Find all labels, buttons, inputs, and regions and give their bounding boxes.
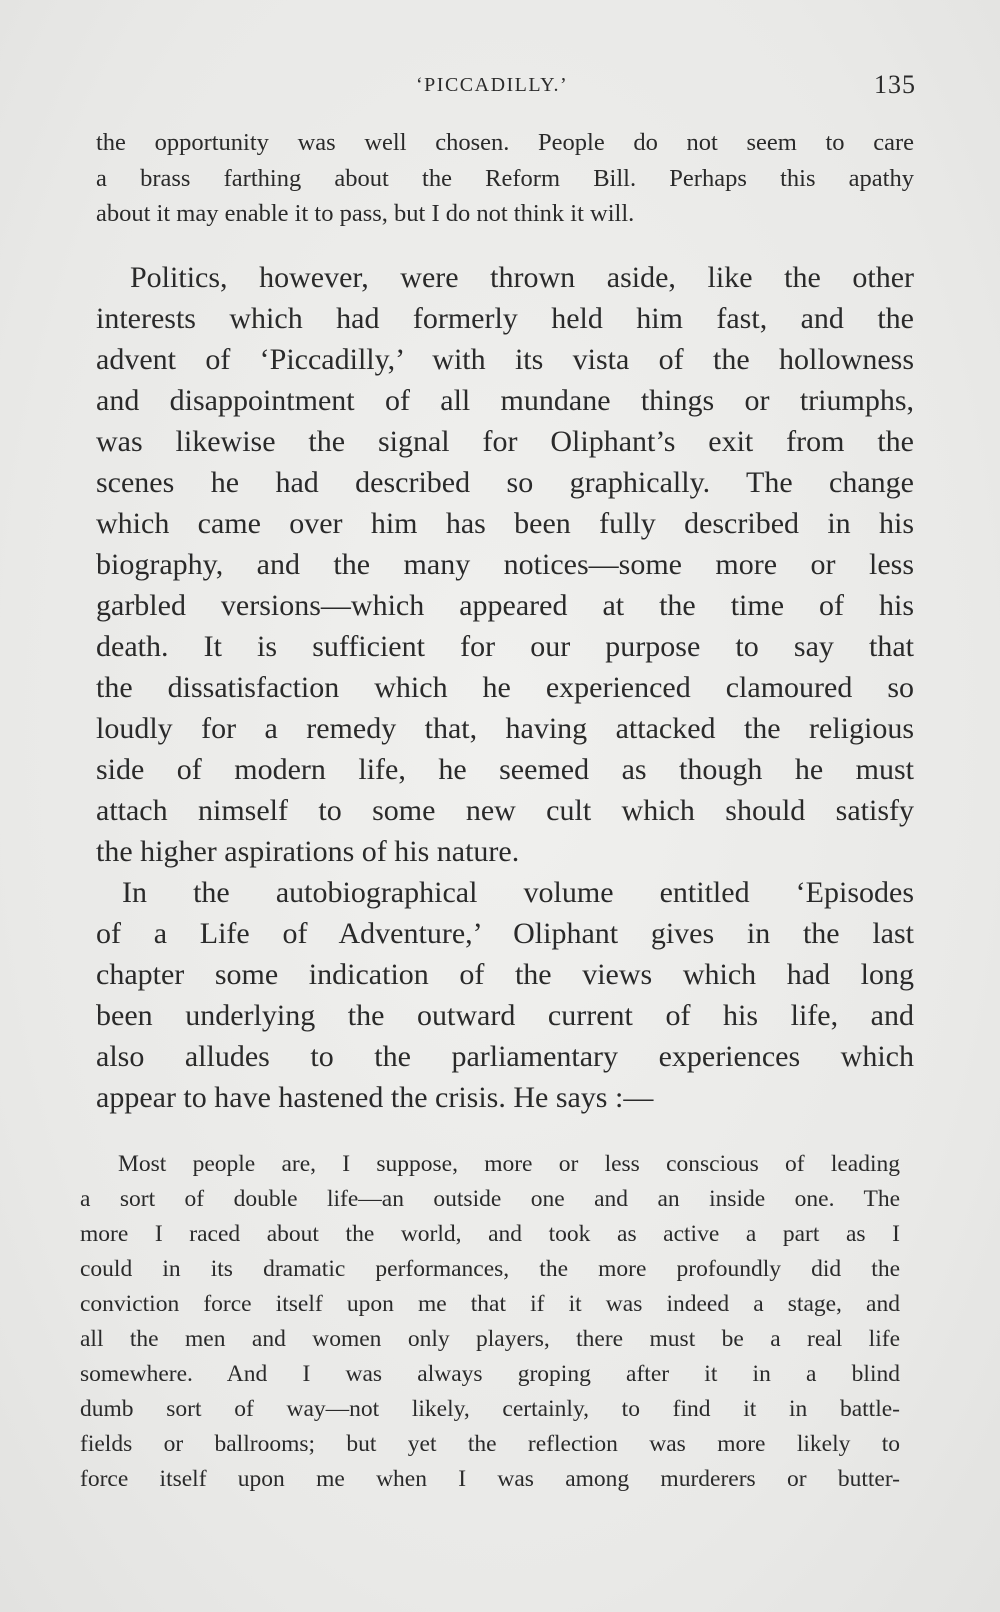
running-title: ‘PICCADILLY.’: [416, 74, 569, 96]
text-line: scenes he had described so graphically. The change: [96, 466, 914, 499]
text-line: advent of ‘Piccadilly,’ with its vista of the hollowness: [96, 343, 914, 376]
quote-line: all the men and women only players, there must be a real life: [80, 1326, 900, 1352]
text-line: the dissatisfaction which he experienced clamoured so: [96, 671, 914, 704]
running-head: [96, 68, 916, 108]
text-line: of a Life of Adventure,’ Oliphant gives in the last: [96, 917, 914, 950]
quote-line: more I raced about the world, and took as active a part as I: [80, 1221, 900, 1247]
text-line: the higher aspirations of his nature.: [96, 835, 520, 868]
text-line: side of modern life, he seemed as though he must: [96, 753, 914, 786]
text-line: chapter some indication of the views which had long: [96, 958, 914, 991]
text-line: about it may enable it to pass, but I do not think it will.: [96, 200, 635, 227]
text-line: interests which had formerly held him fast, and the: [96, 302, 914, 335]
text-line: been underlying the outward current of his life, and: [96, 999, 914, 1032]
quote-line: Most people are, I suppose, more or less conscious of leading: [118, 1151, 900, 1177]
quote-line: force itself upon me when I was among murderers or butter-: [80, 1466, 900, 1492]
text-line: In the autobiographical volume entitled ‘Episodes: [122, 876, 914, 909]
text-line: biography, and the many notices—some more or less: [96, 548, 914, 581]
quote-line: could in its dramatic performances, the more profoundly did the: [80, 1256, 900, 1282]
text-line: loudly for a remedy that, having attacked the religious: [96, 712, 914, 745]
text-line: appear to have hastened the crisis. He says :—: [96, 1081, 654, 1114]
text-line: which came over him has been fully described in his: [96, 507, 914, 540]
quote-line: a sort of double life—an outside one and an inside one. The: [80, 1186, 900, 1212]
quote-line: dumb sort of way—not likely, certainly, to find it in battle-: [80, 1396, 900, 1422]
page-number: 135: [874, 70, 916, 99]
quote-line: somewhere. And I was always groping after it in a blind: [80, 1361, 900, 1387]
text-line: attach nimself to some new cult which should satisfy: [96, 794, 914, 827]
text-line: and disappointment of all mundane things or triumphs,: [96, 384, 914, 417]
quote-line: fields or ballrooms; but yet the reflection was more likely to: [80, 1431, 900, 1457]
text-line: Politics, however, were thrown aside, like the other: [130, 261, 914, 294]
text-line: was likewise the signal for Oliphant’s exit from the: [96, 425, 914, 458]
quote-line: conviction force itself upon me that if it was indeed a stage, and: [80, 1291, 900, 1317]
text-line: death. It is sufficient for our purpose to say that: [96, 630, 914, 663]
text-line: also alludes to the parliamentary experiences which: [96, 1040, 914, 1073]
text-line: garbled versions—which appeared at the time of his: [96, 589, 914, 622]
text-line: a brass farthing about the Reform Bill. Perhaps this apathy: [96, 165, 914, 192]
text-line: the opportunity was well chosen. People do not seem to care: [96, 129, 914, 156]
